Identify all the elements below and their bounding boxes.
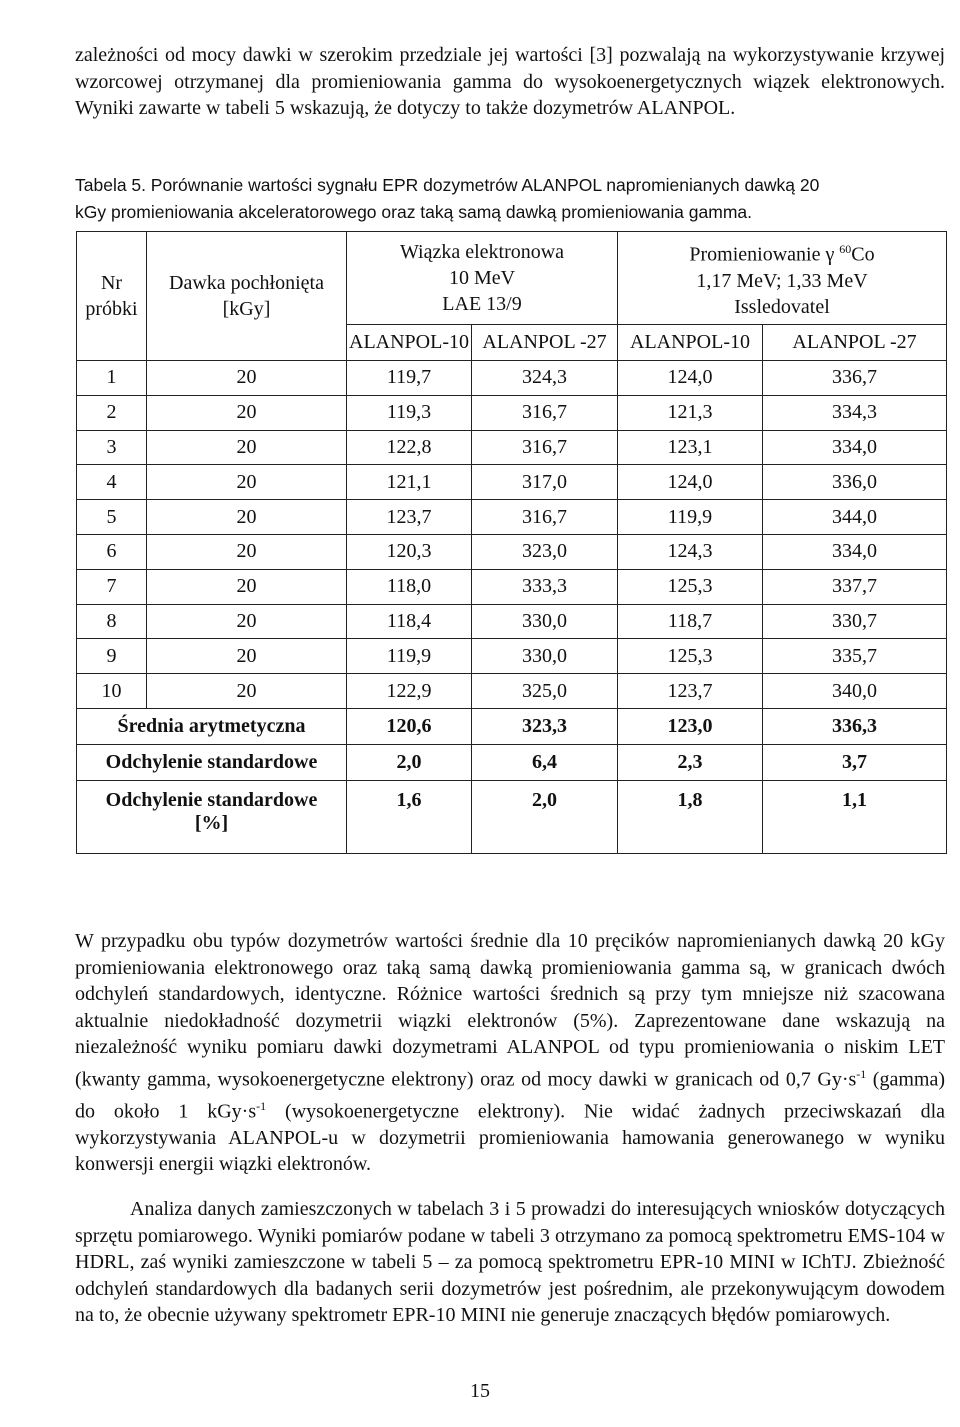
std-dev-percent-label-line2: [%] [194,811,229,834]
table-cell: 123,7 [618,674,763,709]
caption-text-line1: Porównanie wartości sygnału EPR dozymetrów ALANPOL napromienianych dawką 20 [150,175,820,195]
header-gamma-line3: Issledovatel [734,295,830,318]
table-cell: 125,3 [618,569,763,604]
discussion-text-1: W przypadku obu typów dozymetrów wartości średnie dla 10 pręcików napromienianych dawką 20 kGy promieniowania elektronowego oraz taką samą dawką promieniowania gamma są, w granicach dwóch odchyleń standardowych, identyczne. Różnice wartości średnich są przy tym mniejsze niż szacowana aktualnie niedokładność dozymetrii wiązki elektronów (5%). Zaprezentowane dane wskazują na niezależność wyniku pomiaru dawki dozymetrami ALANPOL od typu promieniowania o niskim LET (kwanty gamma, wysokoenergetyczne elektrony) oraz od mocy dawki w granicach od 0,7 Gy·s [75,930,945,1091]
table-cell: 6 [77,534,147,569]
header-gamma-element: Co [851,243,875,266]
stat-cell: 323,3 [472,708,618,744]
table-cell: 330,0 [472,604,618,639]
discussion-text-3: (wysokoenergetyczne elektrony). Nie widać żadnych przeciwskazań dla wykorzystywania ALANPOL-u w dozymetrii promieniowania hamowania generowanego w wyniku konwersji energii wiązki elektronów. [75,1100,945,1176]
stat-cell: 123,0 [618,708,763,744]
table-row [77,430,947,465]
header-gamma-line1: Promieniowanie γ [689,243,840,266]
stat-cell: 120,6 [347,708,472,744]
table-cell: 20 [147,674,347,709]
table-cell: 20 [147,430,347,465]
table-cell: 330,7 [763,604,947,639]
std-dev-label: Odchylenie standardowe [77,744,347,780]
header-probki-text: próbki [85,298,138,320]
header-sample-number [77,232,147,361]
subheader-cell: ALANPOL -27 [472,325,618,361]
table-cell: 334,0 [763,534,947,569]
table-cell: 344,0 [763,500,947,535]
table-cell: 122,8 [347,430,472,465]
header-gamma [618,232,947,325]
table-cell: 334,3 [763,395,947,430]
table-cell: 9 [77,639,147,674]
table-cell: 8 [77,604,147,639]
table-cell: 340,0 [763,674,947,709]
std-dev-percent-label [77,780,347,853]
table-cell: 119,9 [347,639,472,674]
stat-cell: 1,8 [618,780,763,853]
exponent: -1 [856,1066,867,1081]
table-cell: 20 [147,569,347,604]
table-cell: 4 [77,465,147,500]
table-cell: 119,9 [618,500,763,535]
table-cell: 325,0 [472,674,618,709]
header-electron-beam [347,232,618,325]
stat-cell: 1,1 [763,780,947,853]
table-cell: 118,7 [618,604,763,639]
table-cell: 10 [77,674,147,709]
table-caption [75,172,947,226]
stat-cell: 2,0 [347,744,472,780]
table-cell: 3 [77,430,147,465]
table-cell: 124,0 [618,361,763,396]
table-cell: 121,1 [347,465,472,500]
table-cell: 124,0 [618,465,763,500]
header-dawka-text: Dawka pochłonięta [169,272,324,294]
mean-row [77,708,947,744]
table-cell: 316,7 [472,395,618,430]
mean-label: Średnia arytmetyczna [77,708,347,744]
stat-cell: 3,7 [763,744,947,780]
table-cell: 333,3 [472,569,618,604]
table-cell: 118,0 [347,569,472,604]
discussion-text-2: (gamma) do około 1 kGy·s [75,1068,945,1123]
table-cell: 121,3 [618,395,763,430]
table-cell: 123,7 [347,500,472,535]
table-cell: 316,7 [472,430,618,465]
table-cell: 335,7 [763,639,947,674]
table-cell: 119,7 [347,361,472,396]
analysis-paragraph: Analiza danych zamieszczonych w tabelach 3 i 5 prowadzi do interesujących wniosków dotyczących sprzętu pomiarowego. Wyniki pomiarów podane w tabeli 3 otrzymano za pomocą spektrometru EMS-104 w HDRL, zaś wyniki zamieszczone w tabeli 5 – za pomocą spektrometru EPR-10 MINI w IChTJ. Zbieżność odchyleń standardowych dla badanych serii dozymetrów jest pośrednim, ale przekonywującym dowodem na to, że obecnie używany spektrometr EPR-10 MINI nie generuje znaczących błędów pomiarowych. [75,1198,945,1326]
stat-cell: 2,0 [472,780,618,853]
table-cell: 118,4 [347,604,472,639]
table-cell: 20 [147,465,347,500]
header-kgy-text: [kGy] [222,298,271,320]
stat-cell: 336,3 [763,708,947,744]
subheader-cell: ALANPOL-10 [618,325,763,361]
header-gamma-isotope-mass: 60 [839,242,852,257]
table-body [77,361,947,854]
std-dev-percent-label-line1: Odchylenie standardowe [105,788,318,811]
discussion-paragraph [75,928,945,1178]
table-cell: 337,7 [763,569,947,604]
header-beam-line3: LAE 13/9 [442,293,522,315]
subheader-cell: ALANPOL -27 [763,325,947,361]
table-cell: 20 [147,500,347,535]
table-cell: 334,0 [763,430,947,465]
table-cell: 20 [147,534,347,569]
table-cell: 20 [147,604,347,639]
exponent: -1 [256,1098,267,1113]
table-row [77,361,947,396]
table-cell: 20 [147,395,347,430]
stat-cell: 2,3 [618,744,763,780]
table-cell: 2 [77,395,147,430]
table-cell: 1 [77,361,147,396]
header-beam-line1: Wiązka elektronowa [399,241,565,263]
table-cell: 20 [147,361,347,396]
intro-paragraph: zależności od mocy dawki w szerokim przedziale jej wartości [3] pozwalają na wykorzystywanie krzywej wzorcowej otrzymanej dla promieniowania gamma do wysokoenergetycznych wiązek elektronowych. Wyniki zawarte w tabeli 5 wskazują, że dotyczy to także dozymetrów ALANPOL. [75,44,945,119]
results-table [76,231,947,854]
header-dose [147,232,347,361]
caption-text-line2: kGy promieniowania akceleratorowego oraz taką samą dawką promieniowania gamma. [75,202,752,222]
table-row [77,465,947,500]
page-number: 15 [470,1380,490,1402]
subheader-cell: ALANPOL-10 [347,325,472,361]
table-cell: 336,0 [763,465,947,500]
table-row [77,604,947,639]
table-row [77,395,947,430]
header-beam-line2: 10 MeV [448,267,516,289]
table-cell: 125,3 [618,639,763,674]
table-cell: 316,7 [472,500,618,535]
header-gamma-line2: 1,17 MeV; 1,33 MeV [696,269,868,292]
table-cell: 119,3 [347,395,472,430]
table-cell: 336,7 [763,361,947,396]
std-dev-percent-row [77,780,947,853]
table-cell: 5 [77,500,147,535]
stat-cell: 6,4 [472,744,618,780]
table-cell: 317,0 [472,465,618,500]
table-cell: 323,0 [472,534,618,569]
std-dev-row [77,744,947,780]
stat-cell: 1,6 [347,780,472,853]
table-cell: 124,3 [618,534,763,569]
table-cell: 330,0 [472,639,618,674]
table-cell: 324,3 [472,361,618,396]
table-cell: 7 [77,569,147,604]
table-cell: 120,3 [347,534,472,569]
table-row [77,500,947,535]
header-nr-text: Nr [100,272,123,294]
table-cell: 122,9 [347,674,472,709]
caption-label: Tabela 5. [75,175,147,195]
table-row [77,534,947,569]
table-row [77,639,947,674]
table-cell: 20 [147,639,347,674]
table-cell: 123,1 [618,430,763,465]
table-row [77,569,947,604]
table-row [77,674,947,709]
